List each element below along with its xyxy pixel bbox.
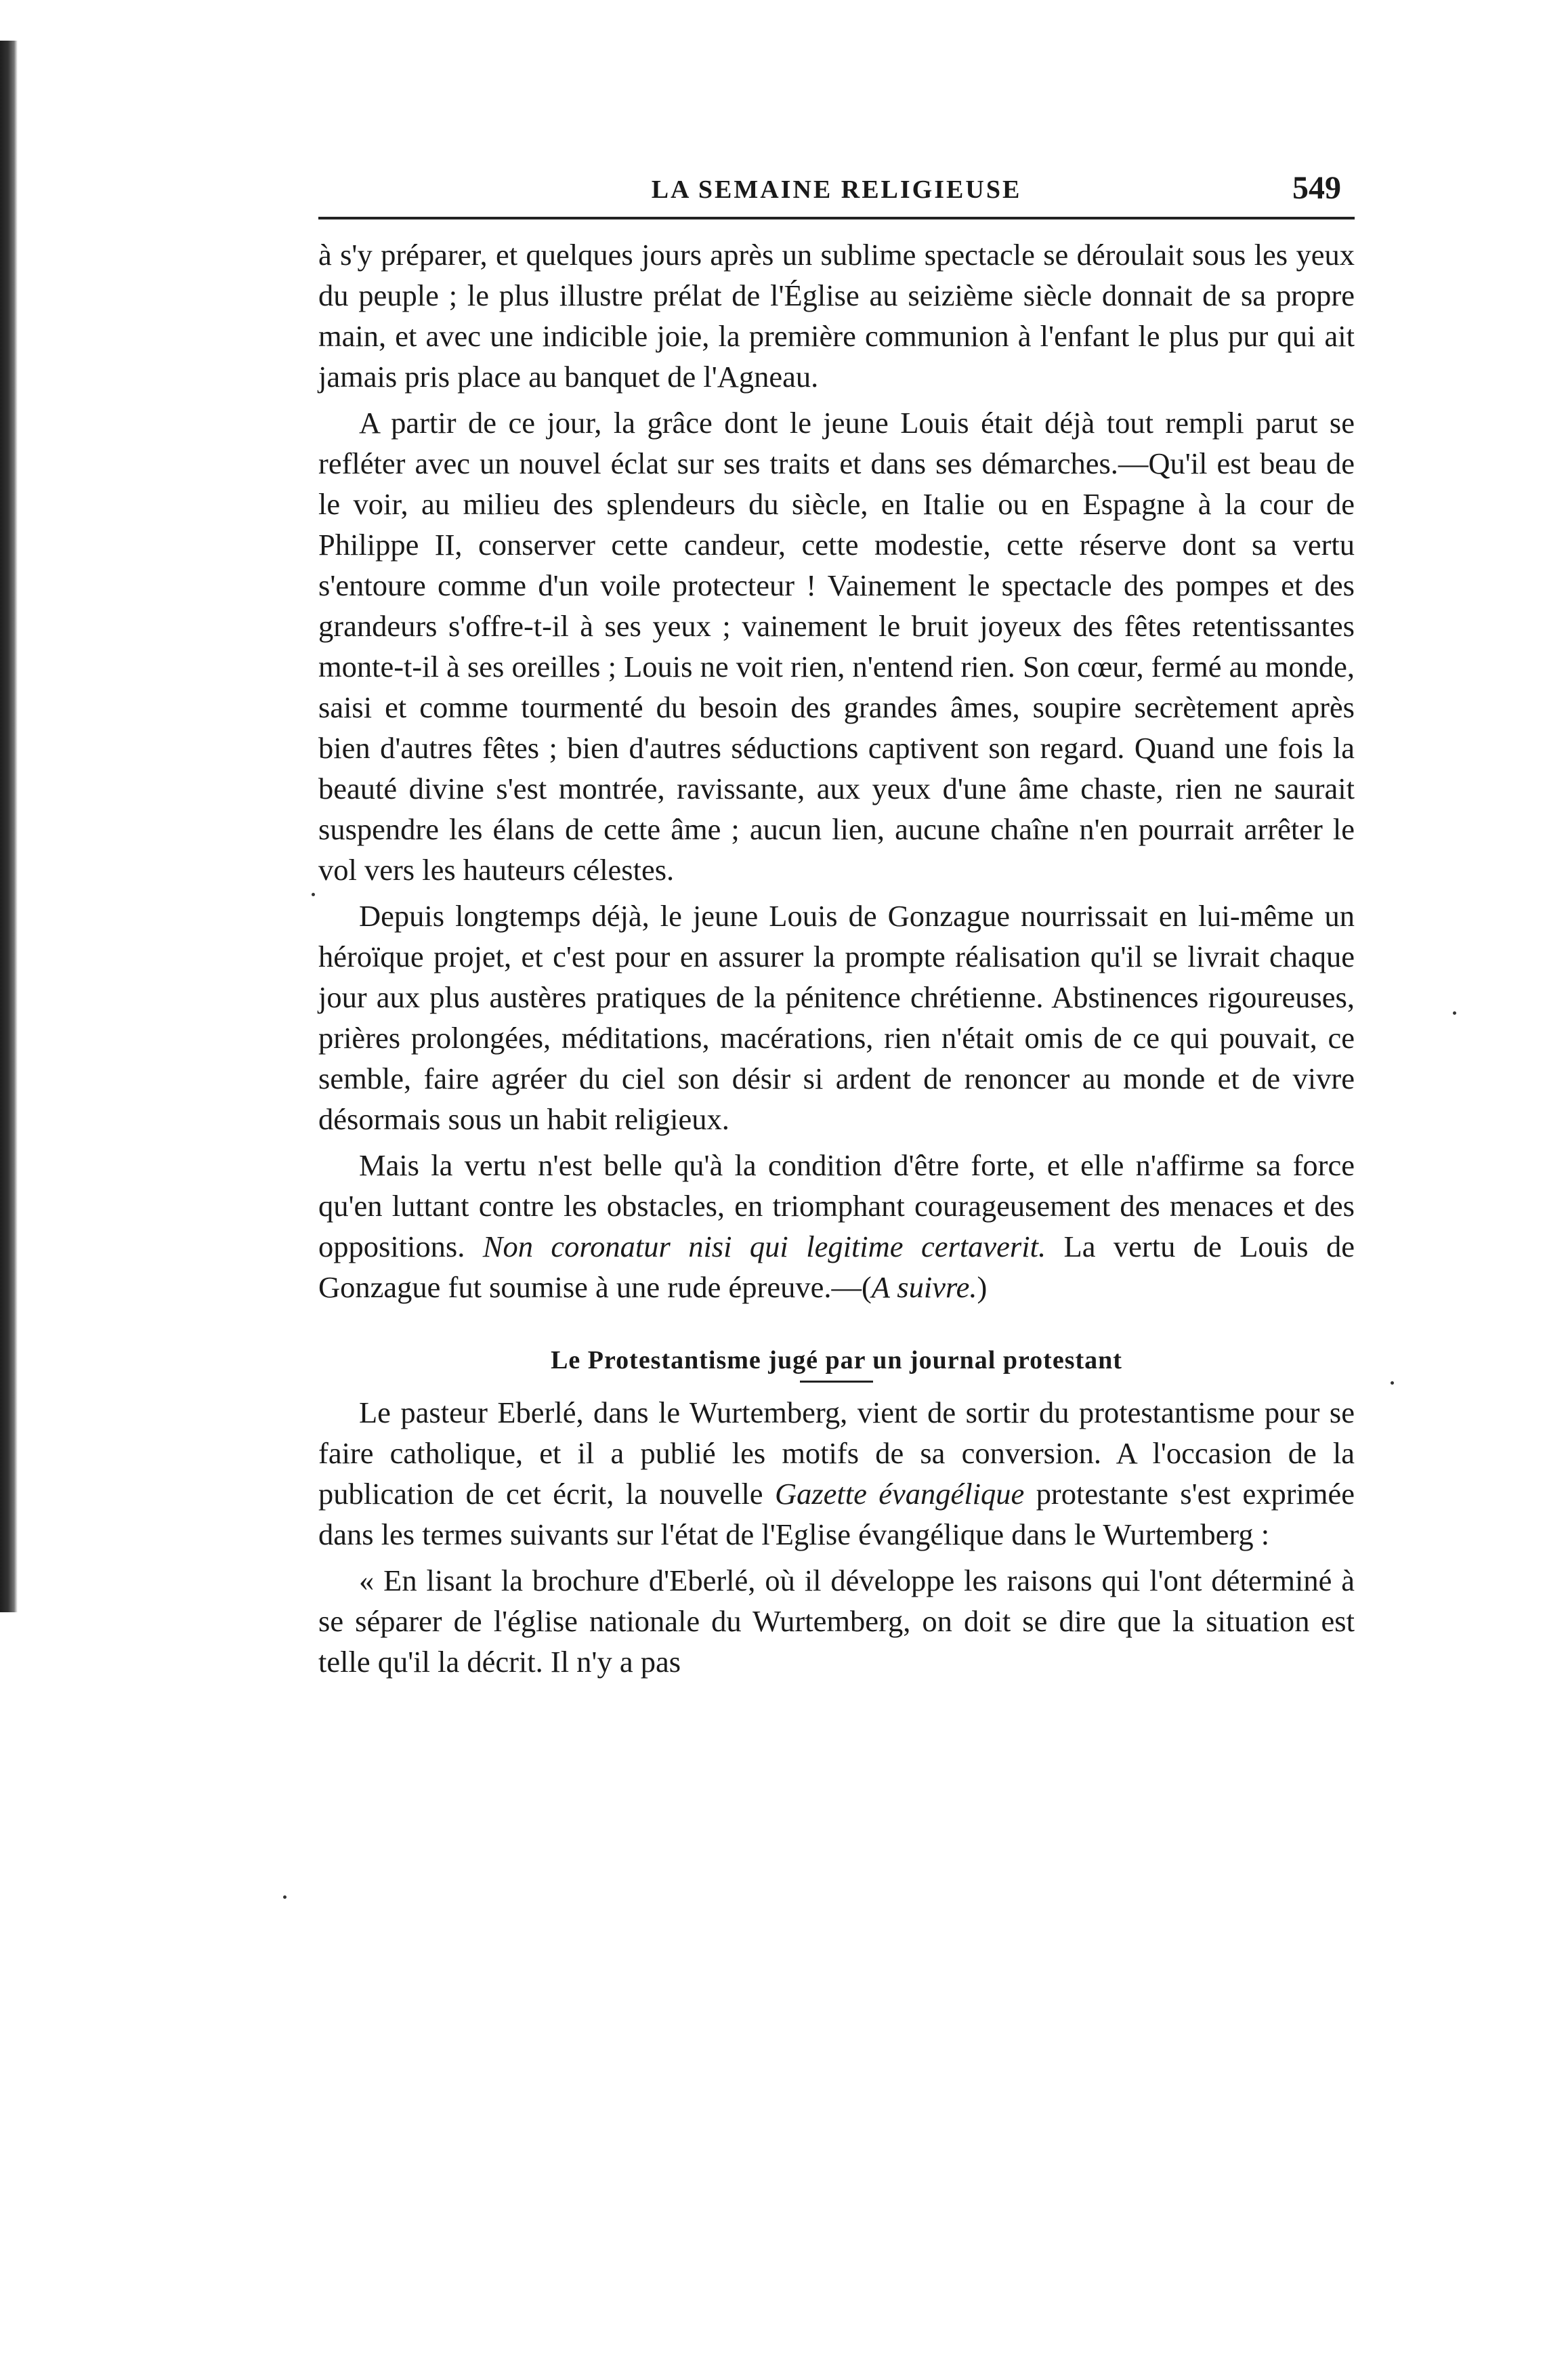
page-number: 549 xyxy=(1292,170,1341,206)
to-be-continued: A suivre. xyxy=(871,1270,977,1304)
book-binding-edge xyxy=(0,41,18,1612)
paragraph-text: La vertu de Louis de Gonzague fut soumise à une rude épreuve.—( xyxy=(318,1230,1355,1304)
closing-parenthesis: ) xyxy=(977,1270,988,1304)
running-head xyxy=(318,169,1355,219)
latin-quote: Non coronatur nisi qui legitime certaverit. xyxy=(482,1230,1046,1263)
paragraph-text: protestante s'est exprimée dans les termes suivants sur l'état de l'Eglise évangélique dans le Wurtemberg : xyxy=(318,1477,1355,1551)
article-body xyxy=(318,219,1355,1682)
paragraph-continuation: à s'y préparer, et quelques jours après un sublime spectacle se déroulait sous les yeux du peuple ; le plus illustre prélat de l'Église au seizième siècle donnait de sa propre main, et avec une indicible joie, la première communion à l'enfant le plus pur qui ait jamais pris place au banquet de l'Agneau. xyxy=(318,238,1355,394)
journal-title: LA SEMAINE RELIGIEUSE xyxy=(651,175,1022,204)
paragraph-text: Mais la vertu n'est belle qu'à la condition d'être forte, et elle n'affirme sa force qu'en luttant contre les obstacles, en triomphant courageusement des menaces et des oppositions. xyxy=(318,1148,1355,1263)
book-page xyxy=(318,169,1355,1687)
quoted-paragraph: « En lisant la brochure d'Eberlé, où il développe les raisons qui l'ont déterminé à se séparer de l'église nationale du Wurtemberg, on doit se dire que la situation est telle qu'il la décrit. Il n'y a pas xyxy=(318,1563,1355,1679)
journal-name: Gazette évangélique xyxy=(774,1477,1025,1511)
paragraph: Depuis longtemps déjà, le jeune Louis de Gonzague nourrissait en lui-même un héroïque projet, et c'est pour en assurer la prompte réalisation qu'il se livrait chaque jour aux plus austères pratiques de la pénitence chrétienne. Abstinences rigoureuses, prières prolongées, méditations, macérations, rien n'était omis de ce qui pouvait, ce semble, faire agréer du ciel son désir si ardent de renoncer au monde et de vivre désormais sous un habit religieux. xyxy=(318,899,1355,1136)
section-heading: Le Protestantisme jugé par un journal protestant xyxy=(551,1346,1122,1374)
margin-speck xyxy=(312,893,315,896)
paragraph xyxy=(318,1145,1355,1307)
paragraph-text: Le pasteur Eberlé, dans le Wurtemberg, vient de sortir du protestantisme pour se faire catholique, et il a publié les motifs de sa conversion. A l'occasion de la publication de cet écrit, la nouvelle xyxy=(318,1395,1355,1511)
margin-speck xyxy=(283,1895,287,1899)
margin-speck xyxy=(1453,1011,1456,1015)
section-rule xyxy=(800,1381,873,1383)
margin-speck xyxy=(1391,1381,1394,1385)
paragraph: A partir de ce jour, la grâce dont le jeune Louis était déjà tout rempli parut se refléter avec un nouvel éclat sur ses traits et dans ses démarches.—Qu'il est beau de le voir, au milieu des splendeurs du siècle, en Italie ou en Espagne à la cour de Philippe II, conserver cette candeur, cette modestie, cette réserve dont sa vertu s'entoure comme d'un voile protecteur ! Vainement le spectacle des pompes et des grandeurs s'offre-t-il à ses yeux ; vainement le bruit joyeux des fêtes retentissantes monte-t-il à ses oreilles ; Louis ne voit rien, n'entend rien. Son cœur, fermé au monde, saisi et comme tourmenté du besoin des grandes âmes, soupire secrètement après bien d'autres fêtes ; bien d'autres séductions captivent son regard. Quand une fois la beauté divine s'est montrée, ravissante, aux yeux d'une âme chaste, rien ne saurait suspendre les élans de cette âme ; aucun lien, aucune chaîne n'en pourrait arrêter le vol vers les hauteurs célestes. xyxy=(318,406,1355,887)
paragraph xyxy=(318,1392,1355,1555)
